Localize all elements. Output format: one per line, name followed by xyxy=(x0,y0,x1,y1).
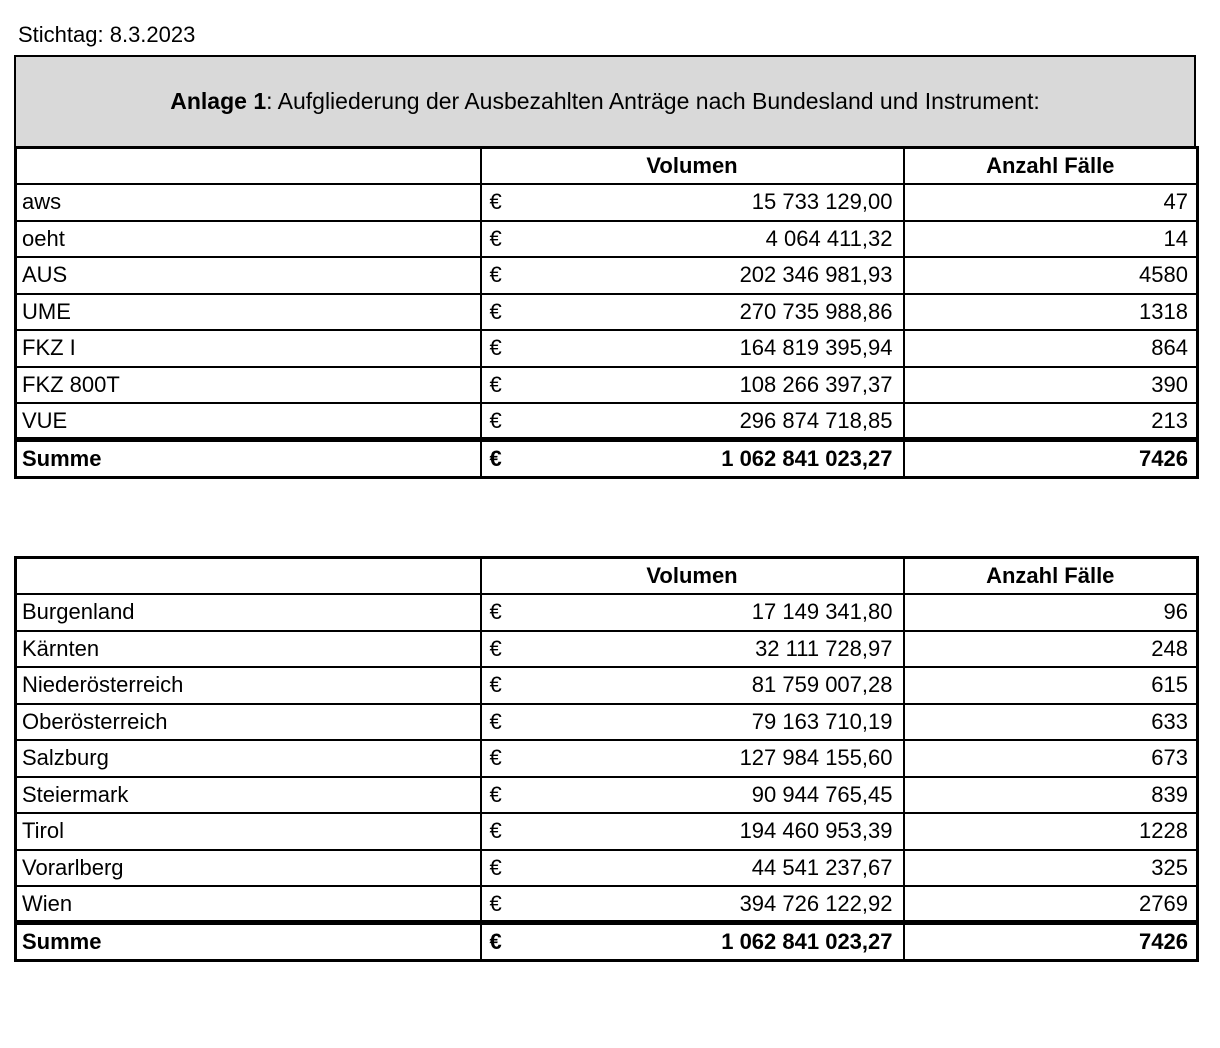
table-row xyxy=(16,777,1198,814)
table-row xyxy=(16,221,1198,258)
anzahl-cell: 248 xyxy=(904,631,1198,668)
row-label-cell: UME xyxy=(16,294,481,331)
volumen-cell xyxy=(481,403,904,440)
anzahl-cell: 213 xyxy=(904,403,1198,440)
row-label-cell: Wien xyxy=(16,886,481,923)
row-label-cell: FKZ 800T xyxy=(16,367,481,404)
volumen-cell xyxy=(481,594,904,631)
anzahl-cell: 864 xyxy=(904,330,1198,367)
row-label-cell: FKZ I xyxy=(16,330,481,367)
summe-volumen-value: 1 062 841 023,27 xyxy=(721,446,893,471)
instruments-table xyxy=(14,146,1199,479)
volumen-cell xyxy=(481,257,904,294)
row-label-cell: Oberösterreich xyxy=(16,704,481,741)
table-row xyxy=(16,257,1198,294)
label-column-header xyxy=(16,558,481,595)
volumen-column-header: Volumen xyxy=(481,558,904,595)
bundeslaender-table xyxy=(14,556,1199,962)
volumen-cell xyxy=(481,330,904,367)
table-row xyxy=(16,886,1198,923)
euro-sign: € xyxy=(489,635,502,661)
volumen-value: 164 819 395,94 xyxy=(739,335,893,361)
row-label-cell: Niederösterreich xyxy=(16,667,481,704)
anzahl-cell: 839 xyxy=(904,777,1198,814)
row-label-cell: Kärnten xyxy=(16,631,481,668)
euro-sign: € xyxy=(489,446,502,471)
title-banner-text xyxy=(170,88,1040,115)
euro-sign: € xyxy=(489,854,502,880)
euro-sign: € xyxy=(489,929,502,954)
table-row xyxy=(16,184,1198,221)
anzahl-cell: 2769 xyxy=(904,886,1198,923)
euro-sign: € xyxy=(489,745,502,771)
volumen-value: 79 163 710,19 xyxy=(751,708,893,734)
row-label-cell: Tirol xyxy=(16,813,481,850)
anzahl-cell: 325 xyxy=(904,850,1198,887)
volumen-value: 44 541 237,67 xyxy=(751,854,893,880)
row-label-cell: VUE xyxy=(16,403,481,440)
volumen-value: 194 460 953,39 xyxy=(739,818,893,844)
volumen-value: 90 944 765,45 xyxy=(751,781,893,807)
table-header-row xyxy=(16,148,1198,185)
volumen-value: 127 984 155,60 xyxy=(739,745,893,771)
anzahl-column-header: Anzahl Fälle xyxy=(904,558,1198,595)
euro-sign: € xyxy=(489,371,502,397)
summe-volumen-cell xyxy=(481,440,904,478)
euro-sign: € xyxy=(489,225,502,251)
title-bold-part: Anlage 1 xyxy=(170,88,267,114)
euro-sign: € xyxy=(489,262,502,288)
table-row xyxy=(16,403,1198,440)
anzahl-cell: 47 xyxy=(904,184,1198,221)
anzahl-cell: 615 xyxy=(904,667,1198,704)
volumen-cell xyxy=(481,367,904,404)
volumen-value: 32 111 728,97 xyxy=(755,635,893,661)
summe-row xyxy=(16,440,1198,478)
anzahl-cell: 1318 xyxy=(904,294,1198,331)
volumen-cell xyxy=(481,886,904,923)
volumen-cell xyxy=(481,813,904,850)
summe-anzahl-cell: 7426 xyxy=(904,440,1198,478)
row-label-cell: oeht xyxy=(16,221,481,258)
table-row xyxy=(16,294,1198,331)
anzahl-column-header: Anzahl Fälle xyxy=(904,148,1198,185)
volumen-column-header: Volumen xyxy=(481,148,904,185)
table-row xyxy=(16,594,1198,631)
volumen-cell xyxy=(481,850,904,887)
euro-sign: € xyxy=(489,599,502,625)
table-row xyxy=(16,740,1198,777)
euro-sign: € xyxy=(489,189,502,215)
volumen-value: 17 149 341,80 xyxy=(751,599,893,625)
anzahl-cell: 4580 xyxy=(904,257,1198,294)
row-label-cell: aws xyxy=(16,184,481,221)
volumen-value: 394 726 122,92 xyxy=(739,890,893,916)
anzahl-cell: 1228 xyxy=(904,813,1198,850)
volumen-cell xyxy=(481,704,904,741)
euro-sign: € xyxy=(489,890,502,916)
volumen-value: 202 346 981,93 xyxy=(739,262,893,288)
summe-anzahl-cell: 7426 xyxy=(904,923,1198,961)
table-header-row xyxy=(16,558,1198,595)
euro-sign: € xyxy=(489,407,502,433)
table-row xyxy=(16,631,1198,668)
table-row xyxy=(16,704,1198,741)
volumen-value: 270 735 988,86 xyxy=(739,298,893,324)
summe-label-cell: Summe xyxy=(16,440,481,478)
volumen-cell xyxy=(481,631,904,668)
stichtag-date: Stichtag: 8.3.2023 xyxy=(18,22,196,47)
row-label-cell: Vorarlberg xyxy=(16,850,481,887)
euro-sign: € xyxy=(489,781,502,807)
table-row xyxy=(16,850,1198,887)
row-label-cell: AUS xyxy=(16,257,481,294)
summe-volumen-value: 1 062 841 023,27 xyxy=(721,929,893,954)
volumen-cell xyxy=(481,294,904,331)
volumen-cell xyxy=(481,184,904,221)
anzahl-cell: 14 xyxy=(904,221,1198,258)
row-label-cell: Salzburg xyxy=(16,740,481,777)
title-rest-part: : Aufgliederung der Ausbezahlten Anträge nach Bundesland und Instrument: xyxy=(266,88,1040,114)
volumen-value: 4 064 411,32 xyxy=(765,225,893,251)
volumen-cell xyxy=(481,740,904,777)
volumen-cell xyxy=(481,221,904,258)
euro-sign: € xyxy=(489,818,502,844)
volumen-cell xyxy=(481,777,904,814)
summe-row xyxy=(16,923,1198,961)
sheet xyxy=(14,55,1196,962)
anzahl-cell: 390 xyxy=(904,367,1198,404)
euro-sign: € xyxy=(489,298,502,324)
table-row xyxy=(16,367,1198,404)
euro-sign: € xyxy=(489,672,502,698)
table-row xyxy=(16,330,1198,367)
label-column-header xyxy=(16,148,481,185)
table-row xyxy=(16,667,1198,704)
volumen-value: 81 759 007,28 xyxy=(751,672,893,698)
euro-sign: € xyxy=(489,708,502,734)
summe-volumen-cell xyxy=(481,923,904,961)
title-banner xyxy=(14,55,1196,148)
row-label-cell: Burgenland xyxy=(16,594,481,631)
table-row xyxy=(16,813,1198,850)
row-label-cell: Steiermark xyxy=(16,777,481,814)
volumen-value: 108 266 397,37 xyxy=(739,371,893,397)
anzahl-cell: 96 xyxy=(904,594,1198,631)
summe-label-cell: Summe xyxy=(16,923,481,961)
anzahl-cell: 633 xyxy=(904,704,1198,741)
anzahl-cell: 673 xyxy=(904,740,1198,777)
volumen-value: 296 874 718,85 xyxy=(739,407,893,433)
euro-sign: € xyxy=(489,335,502,361)
volumen-value: 15 733 129,00 xyxy=(751,189,893,215)
volumen-cell xyxy=(481,667,904,704)
